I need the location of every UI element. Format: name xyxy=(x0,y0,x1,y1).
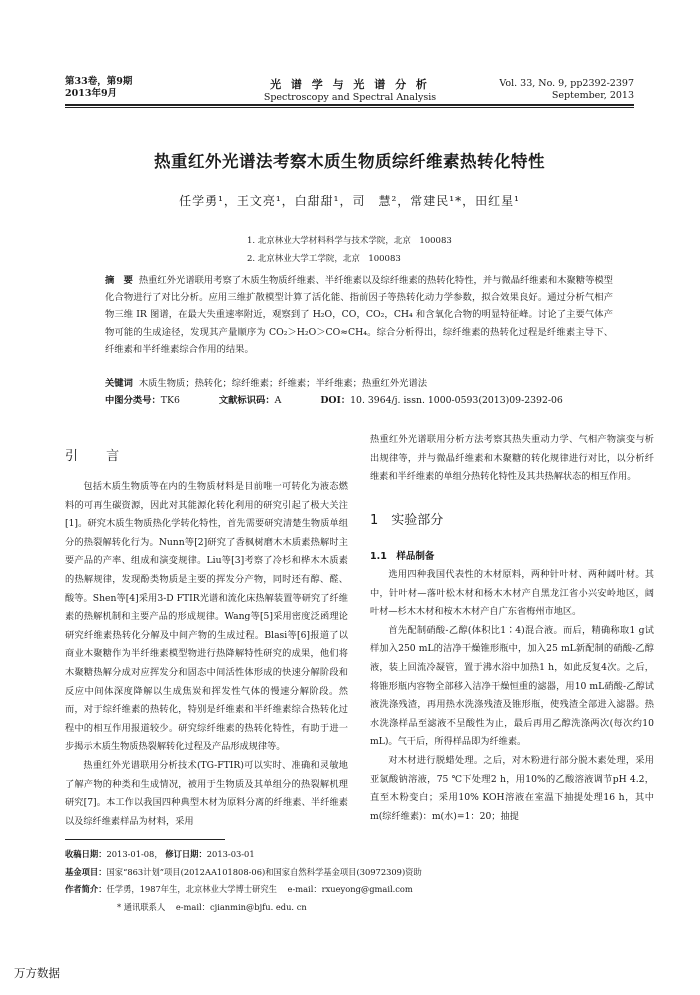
revised-label: 修订日期： xyxy=(165,849,207,859)
paper-title: 热重红外光谱法考察木质生物质综纤维素热转化特性 xyxy=(154,152,545,171)
footnotes xyxy=(65,846,654,916)
right-col-continuation: 热重红外光谱联用分析方法考察其热失重动力学、气相产物演变与析出规律等，并与微晶纤维素和木聚糖的转化规律进行对比，以分析纤维素和半纤维素的单组分热转化特性及其共热解状态的相互作用。 xyxy=(370,434,654,483)
section-1-1-heading: 1.1 样品制备 xyxy=(370,551,435,562)
revised-date: 2013-03-01 xyxy=(206,849,255,859)
doc-code-label: 文献标识码： xyxy=(218,395,275,406)
bio-email: e-mail：rxueyong@gmail.com xyxy=(287,884,413,894)
received-date: 2013-01-08， xyxy=(106,849,163,859)
corresponding-line xyxy=(65,899,654,917)
received-line xyxy=(65,846,654,864)
abstract-text: 热重红外光谱联用考察了木质生物质纤维素、半纤维素以及综纤维素的热转化特性，并与微晶纤维素和木聚糖等模型化合物进行了对比分析。应用三维扩散模型计算了活化能、指前因子等热转化动力学参数，拟合效果良好。通过分析气相产物三维 IR 图谱，在最大失重速率附近，观察到了 H₂O，CO，CO₂，CH₄ 和含氧化合物的明显特征峰。讨论了主要气体产物可能的生成途径，发现其产量顺序为 CO₂＞H₂O＞CO≈CH₄。综合分析得出，综纤维素的热转化过程是纤维素主导下、纤维素和半纤维素综合作用的结果。 xyxy=(105,275,613,355)
vol-pages: Vol. 33, No. 9, pp2392-2397 xyxy=(499,78,634,89)
journal-name-en: Spectroscopy and Spectral Analysis xyxy=(263,92,437,103)
method-paragraph-2: 首先配制硝酸-乙醇(体积比1∶4)混合液。而后，精确称取1 g试样加入250 mL的洁净干燥锥形瓶中，加入25 mL新配制的硝酸-乙醇液，装上回流冷凝管，置于沸水浴中加热1 h，如此反复4次。之后，将锥形瓶内容物全部移入洁净干燥恒重的滤器，用10 mL硝酸-乙醇试液洗涤残渣，再用热水洗涤残渣及锥形瓶，使残渣全部进入滤器。热水洗涤样品至滤液不呈酸性为止，最后再用乙醇洗涤两次(每次约10 mL)。气干后，所得样品即为纤维素。 xyxy=(370,624,654,748)
section-1-heading: 1 实验部分 xyxy=(370,513,444,528)
intro-heading: 引 言 xyxy=(65,449,132,464)
corresponding-label: * 通讯联系人 xyxy=(117,901,166,912)
keywords xyxy=(105,376,613,392)
doi-label: DOI： xyxy=(320,395,351,406)
abstract-label: 摘 要 xyxy=(105,275,133,286)
fund-line xyxy=(65,864,654,882)
intro-paragraph-2: 热重红外光谱联用分析技术(TG-FTIR)可以实时、准确和灵敏地了解产物的种类和生成情况，被用于生物质及其单组分的热裂解机理研究[7]。本工作以我国四种典型木材为原料分离的纤维素、半纤维素以及综纤维素样品为材料，采用 xyxy=(65,759,348,827)
journal-name xyxy=(200,76,500,103)
abstract xyxy=(105,272,613,358)
month-year: September, 2013 xyxy=(551,90,634,101)
section-1-1-body xyxy=(370,566,654,826)
affiliation-2: 2. 北京林业大学工学院，北京 100083 xyxy=(247,254,401,264)
header-volume xyxy=(65,76,132,100)
affiliations xyxy=(247,232,452,268)
doc-code-value: A xyxy=(274,395,282,406)
header-rule-thin xyxy=(65,107,634,108)
fund-text: 国家“863计划”项目(2012AA101808-06)和国家自然科学基金项目(30972309)资助 xyxy=(106,866,422,877)
keywords-label: 关键词 xyxy=(105,378,133,389)
header-rule-thick xyxy=(65,104,634,106)
date-line: 2013年9月 xyxy=(65,88,118,99)
doi-value: 10. 3964/j. issn. 1000-0593(2013)09-2392-06 xyxy=(350,395,563,406)
author-list: 任学勇¹，王文亮¹，白甜甜¹，司 慧²，常建民¹*，田红星¹ xyxy=(179,194,520,208)
fund-label: 基金项目： xyxy=(65,866,107,877)
footnote-rule xyxy=(65,839,225,840)
source-watermark: 万方数据 xyxy=(14,966,60,980)
intro-body xyxy=(65,478,348,831)
journal-name-cn: 光 谱 学 与 光 谱 分 析 xyxy=(270,78,430,91)
header-pages xyxy=(499,78,634,102)
corresponding-email: e-mail：cjianmin@bjfu. edu. cn xyxy=(175,901,307,912)
volume-line: 第33卷，第9期 xyxy=(65,76,133,87)
bio-text: 任学勇，1987年生，北京林业大学博士研究生 xyxy=(106,884,277,894)
received-label: 收稿日期： xyxy=(65,849,107,859)
intro-paragraph-1: 包括木质生物质等在内的生物质材料是目前唯一可转化为液态燃料的可再生碳资源，因此对其能源化转化利用的研究引起了极大关注[1]。研究木质生物质热化学转化特性，首先需要研究清楚生物质单组分的热裂解转化行为。Nunn等[2]研究了香枫树磨木木质素热解时主要产品的产率、组成和演变规律。Liu等[3]考察了冷杉和桦木木质素的热解规律，发现酚类物质是主要的挥发分产物，同时还有醇、醛、酸等。Shen等[4]采用3-D FTIR光谱和流化床热解装置等研究了纤维素的热解机制和主要产品的形成规律。Wang等[5]采用密度泛函理论研究纤维素热转化分解及中间产物的生成过程。Blasi等[6]报道了以商业木聚糖作为半纤维素模型物进行热降解特性研究的成果，他们将木聚糖热解分成对应挥发分和固态中间活性体形成的快速分解阶段和反应中间体深度降解以生成焦炭和挥发性气体的慢速分解阶段。然而，对于综纤维素的热转化，特别是纤维素和半纤维素综合热转化过程中的相互作用报道较少。研究综纤维素的热转化特性，有助于进一步揭示木质生物质热裂解转化过程及产品形成规律等。 xyxy=(65,481,348,753)
classification-line xyxy=(105,393,613,409)
bio-label: 作者简介： xyxy=(65,884,107,894)
keywords-text: 木质生物质；热转化；综纤维素；纤维素；半纤维素；热重红外光谱法 xyxy=(138,378,428,389)
clc-label: 中图分类号： xyxy=(105,395,161,406)
affiliation-1: 1. 北京林业大学材料科学与技术学院，北京 100083 xyxy=(247,236,452,246)
method-paragraph-1: 选用四种我国代表性的木材原料，两种针叶材、两种阔叶材。其中，针叶材—落叶松木材和杨木木材产自黑龙江省小兴安岭地区，阔叶材—杉木木材和桉木木材产自广东省梅州市地区。 xyxy=(370,569,654,618)
method-paragraph-3: 对木材进行脱蜡处理。之后，对木粉进行部分脱木素处理，采用亚氯酸钠溶液，75 ℃下处理2 h，用10%的乙酸溶液调节pH 4.2，直至木粉变白；采用10% KOH溶液在室温下抽提处理16 h，其中m(综纤维素)：m(水)=1：20；抽提 xyxy=(370,754,654,822)
clc-value: TK6 xyxy=(160,395,180,406)
bio-line xyxy=(65,881,654,899)
